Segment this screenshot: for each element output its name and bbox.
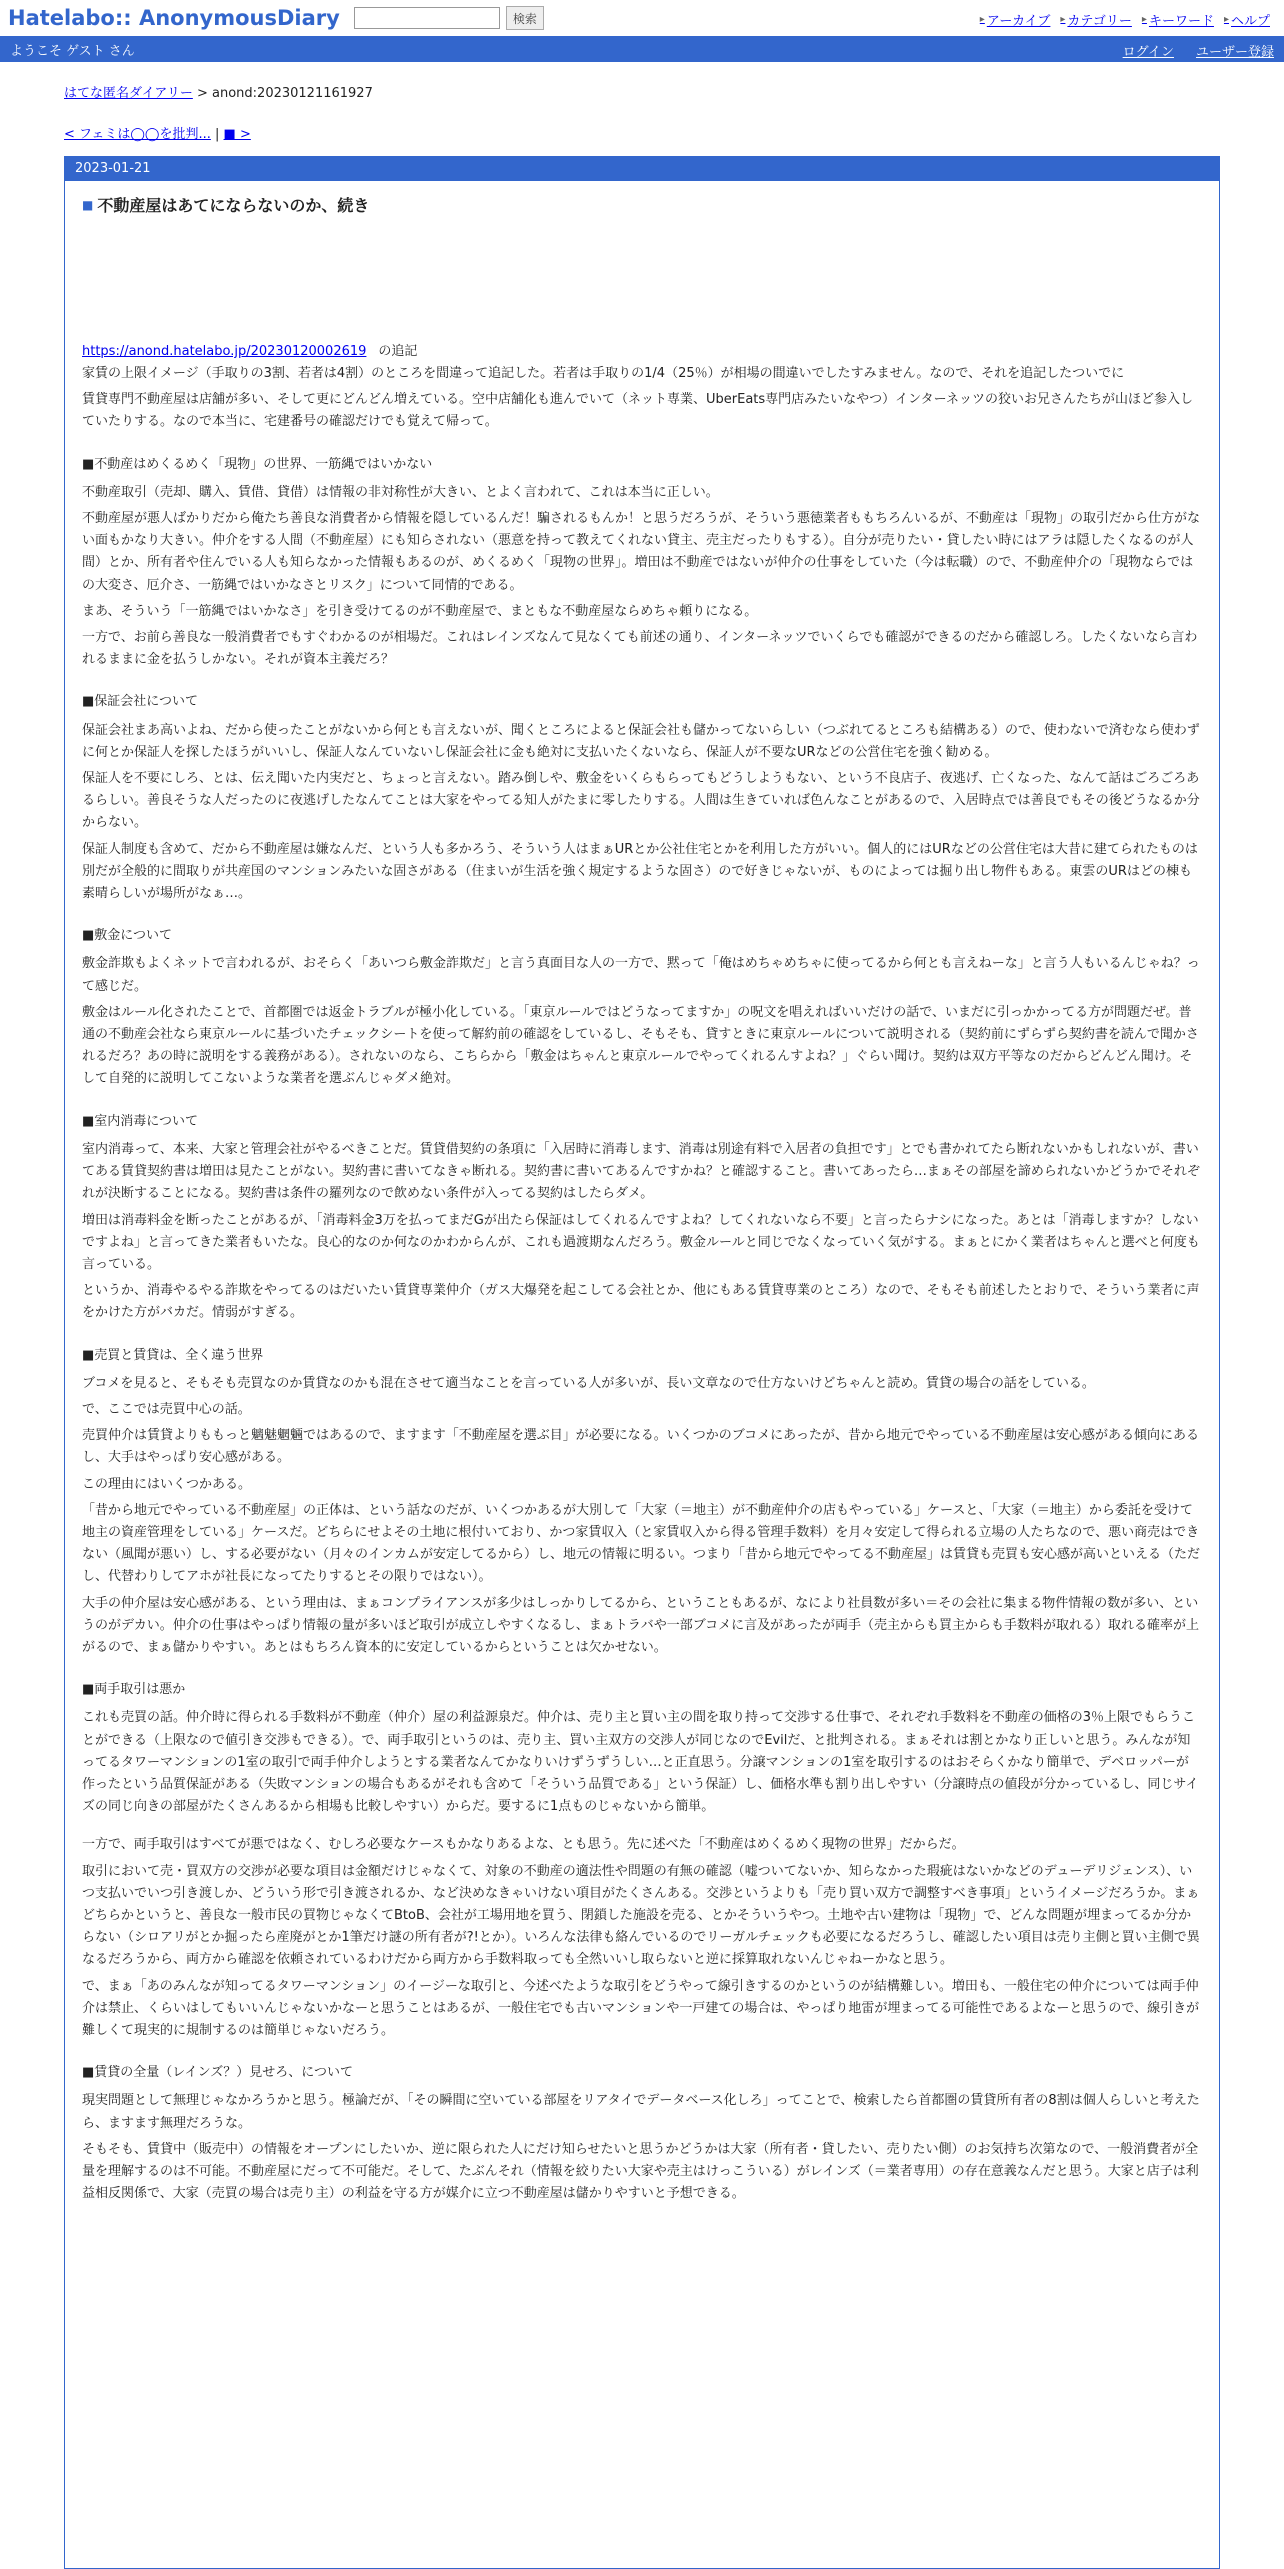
category-link[interactable]: ▸ カテゴリー <box>1060 14 1132 29</box>
body-paragraph: 不動産屋が悪人ばかりだから俺たち善良な消費者から情報を隠しているんだ！騙されるもんか！と思うだろうが、そういう悪徳業者ももちろんいるが、不動産は「現物」の取引だから仕方がない面もかなり大きい。仲介をする人間（不動産屋）にも知らされない（悪意を持って教えてくれない貸主、売主だったりもする）。自分が売りたい・貸したい時にはアラは隠したくなるのが人間）とか、所有者や住んでいる人も知らなかった情報もあるのが、めくるめく「現物の世界」。増田は不動産ではないが仲介の仕事をしていた（今は転職）ので、不動産仲介の「現物ならではの大変さ、厄介さ、一筋縄ではいかなさとリスク」について同情的である。 <box>82 511 1201 593</box>
user-bar <box>0 36 1284 62</box>
header-links <box>980 10 1270 29</box>
help-link[interactable]: ▸ ヘルプ <box>1223 14 1270 29</box>
body-paragraph: まあ、そういう「一筋縄ではいかなさ」を引き受けてるのが不動産屋で、まともな不動産屋ならめちゃ頼りになる。 <box>82 603 758 619</box>
entry-body <box>65 181 1219 2205</box>
body-paragraph: 「昔から地元でやっている不動産屋」の正体は、という話なのだが、いくつかあるが大別して「大家（＝地主）が不動産仲介の店もやっている」ケースと、「大家（＝地主）から委託を受けて地主の資産管理をしている」ケースだ。どちらにせよその土地に根付いており、かつ家賃収入（と家賃収入から得る管理手数料）を月々安定して得られる立場の人たちなので、悪い商売はできない（風聞が悪い）し、する必要がない（月々のインカムが安定してるから）し、地元の情報に明るい。つまり「昔から地元でやってる不動産屋」は賃貸も売買も安心感が高いといえる（ただし、代替わりしてアホが社長になってたりするとその限りではない）。 <box>82 1502 1201 1585</box>
body-paragraph: 賃貸専門不動産屋は店舗が多い、そして更にどんどん増えている。空中店舗化も進んでいて（ネット専業、UberEats専門店みたいなやつ）インターネッツの狡いお兄さんたちが山ほど参入していたりする。なので本当に、宅建番号の確認だけでも覚えて帰って。 <box>82 392 1193 430</box>
search-button[interactable]: 検索 <box>506 6 544 30</box>
body-paragraph: そもそも、賃貸中（販売中）の情報をオープンにしたいか、逆に限られた人にだけ知らせたいと思うかどうかは大家（所有者・貸したい、売りたい側）のお気持ち次第なので、一般消費者が全量を理解するのは不可能。不動産屋にだって不可能だ。そして、たぶんそれ（情報を絞りたい大家や売主はけっこういる）がレインズ（＝業者専用）の存在意義なんだと思う。大家と店子は利益相反関係で、大家（売買の場合は売り主）の利益を守る方が媒介に立つ不動産屋は儲かりやすいと予想できる。 <box>82 2141 1199 2202</box>
body-paragraph: 大手の仲介屋は安心感がある、という理由は、まぁコンプライアンスが多少はしっかりしてるから、ということもあるが、なにより社員数が多い＝その会社に集まる物件情報の数が多い、というのがデカい。仲介の仕事はやっぱり情報の量が多いほど取引が成立しやすくなるし、まぁトラバや一部ブコメに言及があったが両手（売主からも買主からも手数料が取れる）取れる確率が上がるので、まぁ儲かりやすい。あとはもちろん資本的に安定しているからということは欠かせない。 <box>82 1595 1199 1655</box>
day-date: 2023-01-21 <box>65 157 1219 181</box>
entry-title <box>82 193 1201 216</box>
arrow-icon: ▸ <box>979 14 985 25</box>
body-paragraph: 保証人を不要にしろ、とは、伝え聞いた内実だと、ちょっと言えない。踏み倒しや、敷金をいくらもらってもどうしようもない、という不良店子、夜逃げ、亡くなった、なんて話はごろごろあるらしい。善良そうな人だったのに夜逃げしたなんてことは大家をやってる知人がたまに零したりする。人間は生きていれば色んなことがあるので、入居時点では善良でもその後どうなるか分からない。 <box>82 771 1200 831</box>
archive-link[interactable]: ▸ アーカイブ <box>979 14 1051 29</box>
keyword-link[interactable]: ▸ キーワード <box>1141 14 1214 29</box>
top-header <box>0 0 1284 36</box>
breadcrumb-separator: > <box>192 86 213 101</box>
body-paragraph: 不動産取引（売却、購入、賃借、貸借）は情報の非対称性が大きい、とよく言われて、これは本当に正しい。 <box>82 484 719 500</box>
breadcrumb <box>64 82 1220 101</box>
arrow-icon: ▸ <box>1060 14 1066 25</box>
body-paragraph: この理由にはいくつかある。 <box>82 1476 252 1492</box>
arrow-icon: ▸ <box>1223 14 1229 25</box>
body-paragraph: 室内消毒って、本来、大家と管理会社がやるべきことだ。賃貸借契約の条項に「入居時に消毒します、消毒は別途有料で入居者の負担です」とでも書かれてたら断れないかもしれないが、書いてある賃貸契約書は増田は見たことがない。契約書に書いてなきゃ断れる。契約書に書いてあるんですかね？と確認すること。書いてあったら…まぁその部屋を諦められないかどうかでそれぞれが決断することになる。契約書は条件の羅列なので飲めない条件が入ってる契約はしたらダメ。 <box>82 1141 1200 1202</box>
origin-suffix: の追記 <box>378 344 418 359</box>
body-paragraph: これも売買の話。仲介時に得られる手数料が不動産（仲介）屋の利益源泉だ。仲介は、売り主と買い主の間を取り持って交渉する仕事で、それぞれ手数料を不動産の価格の3％上限でもらうことができる（上限なので値引き交渉もできる）。で、両手取引というのは、売り主、買い主双方の交渉人が同じなのでEvilだ、と批判される。まぁそれは割とかなり正しいと思う。みんなが知ってるタワーマンションの1室の取引で両手仲介しようとする業者なんてかなりいけずうずうしい…と正直思う。分譲マンションの1室を取引するのはおそらくかなり簡単で、デベロッパーが作ったという品質保証がある（失敗マンションの場合もあるがそれも含めて「そういう品質である」という保証）し、価格水準も割り出しやすい（分譲時点の値段が分かっているし、同じサイズの同じ向きの部屋がたくさんあるから相場も比較しやすい）からだ。要するに1点ものじゃないから簡単。 <box>82 1710 1199 1815</box>
origin-link[interactable]: https://anond.hatelabo.jp/20230120002619 <box>82 344 367 359</box>
section-heading: ■売買と賃貸は、全く違う世界 <box>82 1347 264 1363</box>
section-heading: ■室内消毒について <box>82 1113 199 1129</box>
body-paragraph: 一方で、お前ら善良な一般消費者でもすぐわかるのが相場だ。これはレインズなんて見なくても前述の通り、インターネッツでいくらでも確認ができるのだから確認しろ。したくないなら言われるままに金を払うしかない。それが資本主義だろ？ <box>82 630 1198 668</box>
body-paragraph: というか、消毒やるやる詐欺をやってるのはだいたい賃貸専業仲介（ガス大爆発を起こしてる会社とか、他にもある賃貸専業のところ）なので、そもそも前述したとおりで、そういう業者に声をかけた方がバカだ。情弱がすぎる。 <box>82 1283 1200 1321</box>
body-paragraph: 敷金詐欺もよくネットで言われるが、おそらく「あいつら敷金詐欺だ」と言う真面目な人の一方で、黙って「俺はめちゃめちゃに使ってるから何とも言えねーな」と言う人もいるんじゃね？って感じだ。 <box>82 956 1200 994</box>
body-paragraph: 保証会社まあ高いよね、だから使ったことがないから何とも言えないが、聞くところによると保証会社も儲かってないらしい（つぶれてるところも結構ある）ので、使わないで済むなら使わずに何とか保証人を探したほうがいいし、保証人なんていないし保証会社に金も絶対に支払いたくないなら、保証人が不要なURなどの公営住宅を強く勧める。 <box>82 722 1200 760</box>
main-content <box>64 82 1220 2569</box>
body-paragraph <box>82 1822 1201 1830</box>
section-heading: ■両手取引は悪か <box>82 1682 186 1698</box>
site-logo[interactable]: Hatelabo:: AnonymousDiary <box>8 6 340 30</box>
arrow-icon: ▸ <box>1141 14 1147 25</box>
body-paragraph: 取引において売・買双方の交渉が必要な項目は金額だけじゃなくて、対象の不動産の適法性や問題の有無の確認（嘘ついてないか、知らなかった瑕疵はないかなどのデューデリジェンス）、いつ支払いでいつ引き渡しか、どういう形で引き渡されるか、など決めなきゃいけない項目がたくさんある。交渉というよりも「売り買い双方で調整すべき事項」というイメージだろうか。まぁどちらかというと、善良な一般市民の買物じゃなくてBtoB、会社が工場用地を買う、閉鎖した施設を売る、とかそういうやつ。土地や古い建物は「現物」で、どんな問題が埋まってるか分からない（シロアリがとか掘ったら産廃がとか1筆だけ謎の所有者が?!とか）。いろんな法律も絡んでいるのでリーガルチェックも必要になるだろうし、確認したい項目は売り主側と買い主側で異なるだろうから、両方から確認を依頼されているわけだから両方から手数料取っても全然いいし取らないと逆に採算取れないんじゃねーかなと思う。 <box>82 1863 1200 1968</box>
body-paragraph: 売買仲介は賃貸よりももっと魑魅魍魎ではあるので、ますます「不動産屋を選ぶ目」が必要になる。いくつかのブコメにあったが、昔から地元でやっている不動産屋は安心感がある傾向にあるし、大手はやっぱり安心感がある。 <box>82 1428 1199 1466</box>
prev-entry-link[interactable]: < フェミは◯◯を批判... <box>64 127 211 142</box>
body-paragraph: で、ここでは売買中心の話。 <box>82 1401 251 1417</box>
pager <box>64 123 1220 142</box>
body-paragraph: 現実問題として無理じゃなかろうかと思う。極論だが、「その瞬間に空いている部屋をリアタイでデータベース化しろ」ってことで、検索したら首都圏の賃貸所有者の8割は個人らしいと考えたら、ますます無理だろうな。 <box>82 2093 1200 2131</box>
next-entry-link[interactable]: ■ > <box>223 127 251 142</box>
welcome-text: ようこそ ゲスト さん <box>10 43 135 59</box>
login-link[interactable]: ログイン <box>1122 45 1174 60</box>
day-section <box>64 156 1220 2569</box>
body-paragraph: で、まぁ「あのみんなが知ってるタワーマンション」のイージーな取引と、今述べたような取引をどうやって線引きするのかというのが結構難しい。増田も、一般住宅の仲介については両手仲介は禁止、くらいはしてもいいんじゃないかなーと思うことはあるが、一般住宅でも古いマンションや一戸建ての場合は、やっぱり地雷が埋まってる可能性であるよなーと思うので、線引きが難しくて現実的に規制するのは簡単じゃないだろう。 <box>82 1978 1200 2038</box>
breadcrumb-home-link[interactable]: はてな匿名ダイアリー <box>64 86 193 101</box>
section-heading: ■賃貸の全量（レインズ？）見せろ、について <box>82 2065 353 2081</box>
origin-note <box>82 340 1201 359</box>
register-link[interactable]: ユーザー登録 <box>1195 45 1274 60</box>
section-heading: ■不動産はめくるめく「現物」の世界、一筋縄ではいかない <box>82 456 433 472</box>
body-paragraph: 家賃の上限イメージ（手取りの3割、若者は4割）のところを間違って追記した。若者は手取りの1/4（25％）が相場の間違いでしたすみません。なので、それを追記したついでに <box>82 366 1125 381</box>
entry-spacer <box>82 216 1201 340</box>
body-paragraph: 増田は消毒料金を断ったことがあるが、「消毒料金3万を払ってまだGが出たら保証はしてくれるんですよね？してくれないなら不要」と言ったらナシになった。あとは「消毒しますか？しないですよね」と言ってきた業者もいたな。良心的なのか何なのかわからんが、これも過渡期なんだろう。敷金ルールと同じでなくなっていく気がする。まぁとにかく業者はちゃんと選べと何度も言っている。 <box>82 1212 1200 1272</box>
entry-title-text: 不動産屋はあてにならないのか、続き <box>97 196 370 215</box>
entry-paragraphs <box>82 363 1201 2205</box>
section-heading: ■敷金について <box>82 928 173 944</box>
section-heading: ■保証会社について <box>82 694 199 710</box>
search-input[interactable] <box>354 7 500 29</box>
body-paragraph: 一方で、両手取引はすべてが悪ではなく、むしろ必要なケースもかなりあるよな、とも思う。先に述べた「不動産はめくるめく現物の世界」だからだ。 <box>82 1837 965 1853</box>
entry-permalink-square-icon[interactable]: ■ <box>82 197 94 212</box>
body-paragraph: 保証人制度も含めて、だから不動産屋は嫌なんだ、という人も多かろう、そういう人はまぁURとか公社住宅とかを利用した方がいい。個人的にはURなどの公営住宅は大昔に建てられたものは別だが全般的に間取りが共産国のマンションみたいな固さがある（住まいが生活を強く規定するような固さ）ので好きじゃないが、ものによっては掘り出し物件もある。東雲のURはどの棟も素晴らしいが場所がなぁ…。 <box>82 841 1198 902</box>
breadcrumb-current: anond:20230121161927 <box>212 86 373 101</box>
body-paragraph: 敷金はルール化されたことで、首都圏では返金トラブルが極小化している。「東京ルールではどうなってますか」の呪文を唱えればいいだけの話で、いまだに引っかかってる方が問題だぜ。普通の不動産会社なら東京ルールに基づいたチェックシートを使って解約前の確認をしているし、そもそも、貸すときに東京ルールについて説明される（契約前にずらずら契約書を読んで聞かされるだろ？あの時に説明をする義務がある）。されないのなら、こちらから「敷金はちゃんと東京ルールでやってくれるんすよね？」ぐらい聞け。契約は双方平等なのだからどんどん聞け。そして自発的に説明してこないような業者を選ぶんじゃダメ絶対。 <box>82 1004 1199 1087</box>
pager-separator: | <box>210 127 224 142</box>
body-paragraph: ブコメを見ると、そもそも売買なのか賃貸なのかも混在させて適当なことを言っている人が多いが、長い文章なので仕方ないけどちゃんと読め。賃貸の場合の話をしている。 <box>82 1375 1095 1391</box>
